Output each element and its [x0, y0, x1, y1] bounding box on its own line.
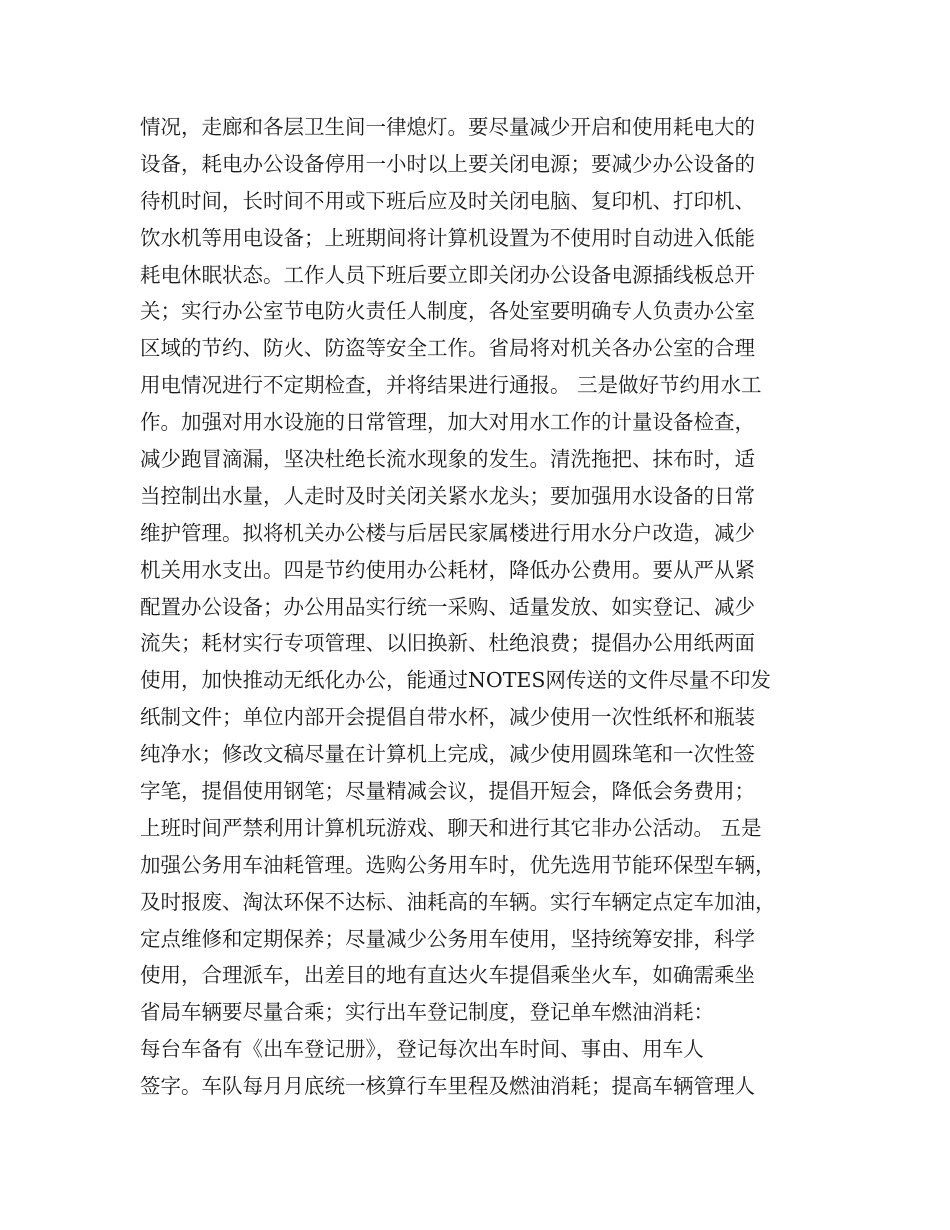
text-line: 省局车辆要尽量合乘；实行出车登记制度，登记单车燃油消耗：: [140, 1000, 714, 1025]
text-line: 当控制出水量，人走时及时关闭关紧水龙头；要加强用水设备的日常: [140, 483, 755, 508]
text-line: 作。加强对用水设施的日常管理，加大对用水工作的计量设备检查，: [140, 410, 755, 435]
text-line: 定点维修和定期保养；尽量减少公务用车使用，坚持统筹安排，科学: [140, 926, 755, 951]
text-line: 配置办公设备；办公用品实行统一采购、适量发放、如实登记、减少: [140, 594, 755, 619]
text-line: 情况，走廊和各层卫生间一律熄灯。要尽量减少开启和使用耗电大的: [140, 115, 755, 139]
text-line: 及时报废、淘汰环保不达标、油耗高的车辆。实行车辆定点定车加油，: [140, 889, 776, 914]
text-line: 使用，加快推动无纸化办公，能通过NOTES网传送的文件尽量不印发: [140, 668, 771, 693]
text-line: 待机时间，长时间不用或下班后应及时关闭电脑、复印机、打印机、: [140, 188, 755, 213]
text-line: 流失；耗材实行专项管理、以旧换新、杜绝浪费；提倡办公用纸两面: [140, 631, 755, 656]
text-line: 签字。车队每月月底统一核算行车里程及燃油消耗；提高车辆管理人: [140, 1074, 755, 1099]
text-line: 机关用水支出。四是节约使用办公耗材，降低办公费用。要从严从紧: [140, 557, 755, 582]
text-line: 加强公务用车油耗管理。选购公务用车时，优先选用节能环保型车辆，: [140, 852, 776, 877]
text-line: 上班时间严禁利用计算机玩游戏、聊天和进行其它非办公活动。 五是: [140, 815, 762, 840]
text-line: 减少跑冒滴漏，坚决杜绝长流水现象的发生。清洗拖把、抹布时，适: [140, 447, 755, 472]
body-text: [140, 109, 820, 1105]
text-line: 维护管理。拟将机关办公楼与后居民家属楼进行用水分户改造，减少: [140, 520, 755, 545]
text-line: 纯净水；修改文稿尽量在计算机上完成，减少使用圆珠笔和一次性签: [140, 742, 755, 767]
text-line: 用电情况进行不定期检查，并将结果进行通报。 三是做好节约用水工: [140, 373, 762, 398]
text-line: 饮水机等用电设备；上班期间将计算机设置为不使用时自动进入低能: [140, 225, 755, 250]
text-line: 使用，合理派车，出差目的地有直达火车提倡乘坐火车，如确需乘坐: [140, 963, 755, 988]
text-line: 关；实行办公室节电防火责任人制度，各处室要明确专人负责办公室: [140, 299, 755, 324]
text-line: 耗电休眠状态。工作人员下班后要立即关闭办公设备电源插线板总开: [140, 262, 755, 287]
text-line: 纸制文件；单位内部开会提倡自带水杯，减少使用一次性纸杯和瓶装: [140, 705, 755, 730]
text-line: 每台车备有《出车登记册》，登记每次出车时间、事由、用车人: [140, 1037, 704, 1062]
text-line: 区域的节约、防火、防盗等安全工作。省局将对机关各办公室的合理: [140, 336, 755, 361]
text-line: 设备，耗电办公设备停用一小时以上要关闭电源；要减少办公设备的: [140, 151, 755, 176]
text-line: 字笔，提倡使用钢笔；尽量精减会议，提倡开短会，降低会务费用；: [140, 779, 755, 804]
